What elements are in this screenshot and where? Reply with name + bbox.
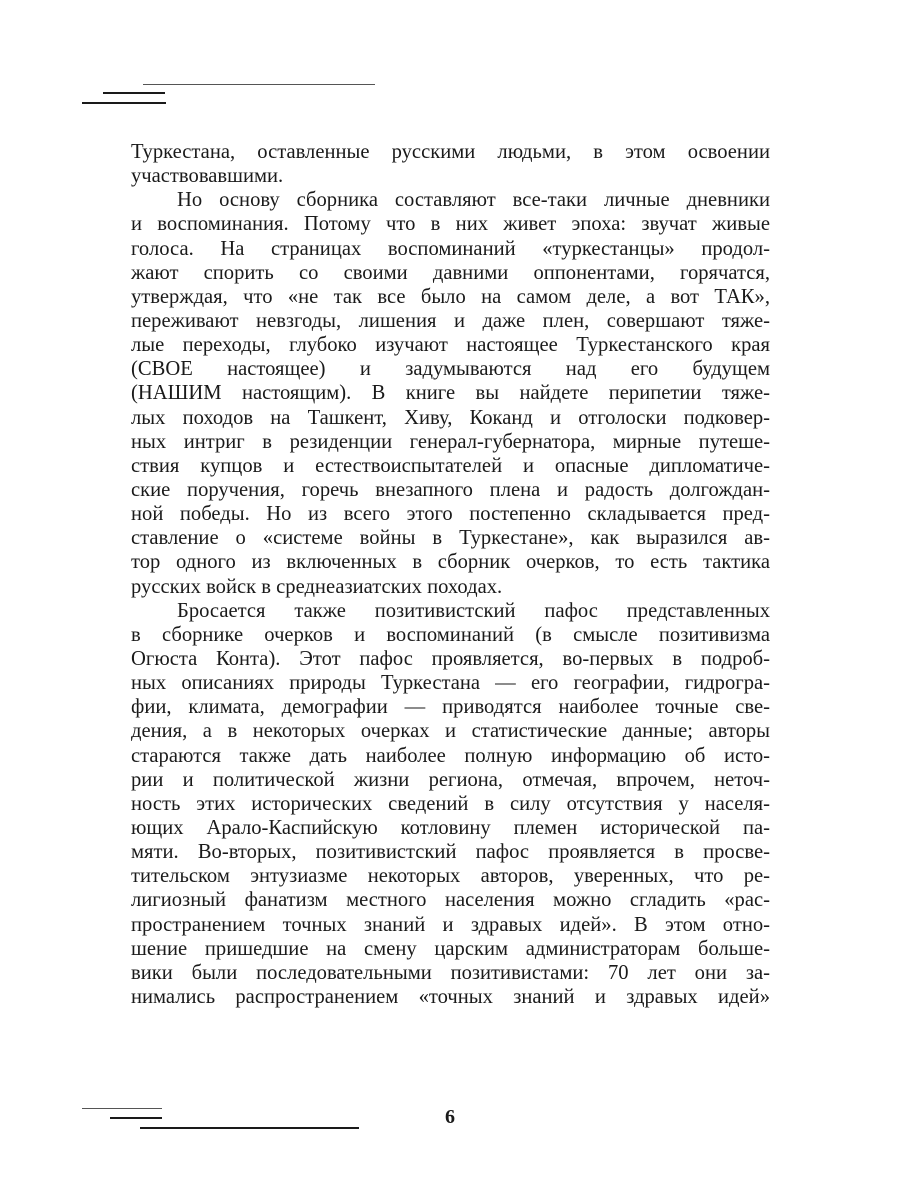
text-line: Но основу сборника составляют все-таки личные дневники xyxy=(177,189,770,212)
text-line: ность этих исторических сведений в силу отсутствия у населя- xyxy=(131,792,770,815)
text-line: стараются также дать наиболее полную информацию об исто- xyxy=(131,744,770,767)
text-line: ские поручения, горечь внезапного плена и радость долгождан- xyxy=(131,478,770,501)
text-line: Туркестана, оставленные русскими людьми, в этом освоении xyxy=(131,141,770,163)
text-line: ной победы. Но из всего этого постепенно складывается пред- xyxy=(131,503,770,526)
text-line: пространением точных знаний и здравых идей». В этом отно- xyxy=(131,913,770,936)
text-line: мяти. Во-вторых, позитивистский пафос проявляется в просве- xyxy=(131,841,770,864)
text-line: ствия купцов и естествоиспытателей и опасные дипломатиче- xyxy=(131,454,770,477)
footer-rule-short xyxy=(110,1117,162,1119)
text-line: русских войск в среднеазиатских походах. xyxy=(131,575,503,598)
text-line: ных интриг в резиденции генерал-губернатора, мирные путеше- xyxy=(131,430,770,453)
header-rule-long xyxy=(82,102,166,104)
text-line: вики были последовательными позитивистами: 70 лет они за- xyxy=(131,961,770,984)
text-line: и воспоминания. Потому что в них живет эпоха: звучат живые xyxy=(131,213,770,236)
text-line: лигиозный фанатизм местного населения можно сгладить «рас- xyxy=(131,889,770,912)
text-line: ставление о «системе войны в Туркестане», как выразился ав- xyxy=(131,527,770,550)
text-line: участвовавшими. xyxy=(131,165,284,188)
footer-rule-thin xyxy=(82,1108,162,1109)
text-line: переживают невзгоды, лишения и даже плен, совершают тяже- xyxy=(131,309,770,332)
text-line: дения, а в некоторых очерках и статистические данные; авторы xyxy=(131,720,770,743)
header-rule-short xyxy=(103,92,165,94)
text-line: лых походов на Ташкент, Хиву, Коканд и отголоски подковер- xyxy=(131,406,770,429)
text-line: лые переходы, глубоко изучают настоящее Туркестанского края xyxy=(131,334,770,357)
text-line: Бросается также позитивистский пафос представленных xyxy=(177,599,770,622)
text-line: шение пришедшие на смену царским администраторам больше- xyxy=(131,937,770,960)
text-line: нимались распространением «точных знаний и здравых идей» xyxy=(131,985,770,1008)
page-number: 6 xyxy=(445,1106,455,1128)
text-line: ющих Арало-Каспийскую котловину племен исторической па- xyxy=(131,816,770,839)
text-line: фии, климата, демографии — приводятся наиболее точные све- xyxy=(131,696,770,719)
footer-rule-long xyxy=(140,1127,359,1129)
text-line: рии и политической жизни региона, отмечая, впрочем, неточ- xyxy=(131,768,770,791)
text-line: тор одного из включенных в сборник очерков, то есть тактика xyxy=(131,551,770,574)
paragraph-3 xyxy=(131,599,770,1009)
text-line: тительском энтузиазме некоторых авторов, уверенных, что ре- xyxy=(131,865,770,888)
text-line: ных описаниях природы Туркестана — его географии, гидрогра- xyxy=(131,672,770,695)
header-rule-thin xyxy=(143,84,375,85)
page-body xyxy=(131,140,770,1009)
paragraph-1 xyxy=(131,140,770,188)
text-line: жают спорить со своими давними оппонентами, горячатся, xyxy=(131,261,770,284)
text-line: голоса. На страницах воспоминаний «туркестанцы» продол- xyxy=(131,237,770,260)
text-line: утверждая, что «не так все было на самом деле, а вот ТАК», xyxy=(131,285,770,308)
text-line: Огюста Конта). Этот пафос проявляется, во-первых в подроб- xyxy=(131,647,770,670)
text-line: в сборнике очерков и воспоминаний (в смысле позитивизма xyxy=(131,623,770,646)
paragraph-2 xyxy=(131,188,770,598)
text-line: (СВОЕ настоящее) и задумываются над его будущем xyxy=(131,358,770,381)
text-line: (НАШИМ настоящим). В книге вы найдете перипетии тяже- xyxy=(131,382,770,405)
